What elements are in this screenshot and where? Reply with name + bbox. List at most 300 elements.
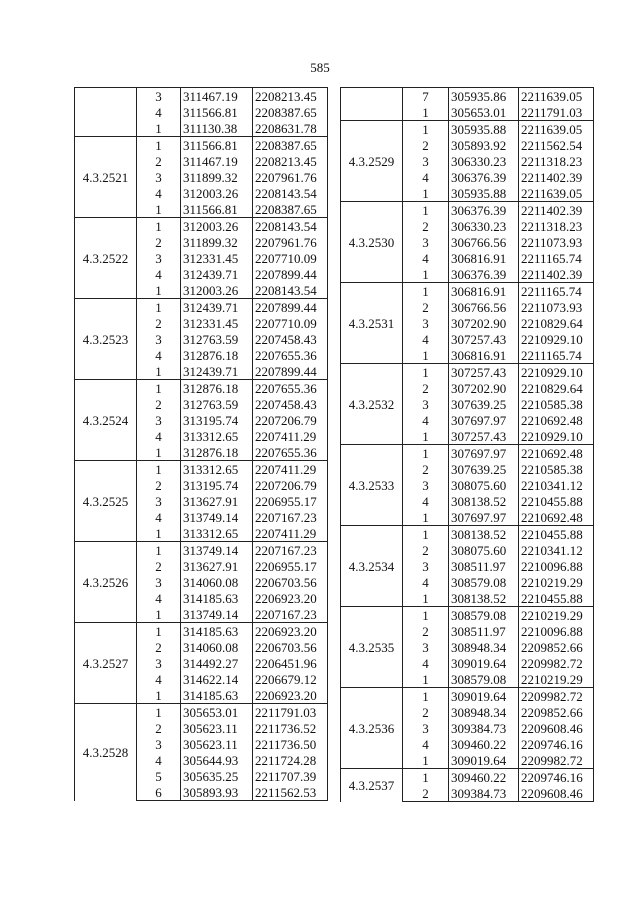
point-number: 4: [403, 574, 449, 590]
point-number: 3: [403, 396, 449, 412]
x-coordinate: 313749.14: [181, 606, 253, 623]
point-number: 1: [403, 445, 449, 462]
x-coordinate: 307639.25: [449, 396, 519, 412]
y-coordinate: 2207655.36: [253, 347, 328, 363]
x-coordinate: 312439.71: [181, 266, 253, 282]
y-coordinate: 2209746.16: [519, 736, 594, 752]
point-number: 1: [137, 120, 181, 137]
point-number: 5: [137, 768, 181, 784]
y-coordinate: 2207411.29: [253, 461, 328, 478]
y-coordinate: 2208387.65: [253, 137, 328, 154]
y-coordinate: 2206451.96: [253, 655, 328, 671]
point-number: 4: [137, 104, 181, 120]
point-number: 3: [137, 331, 181, 347]
point-number: 4: [137, 509, 181, 525]
x-coordinate: 309019.64: [449, 688, 519, 705]
point-number: 4: [137, 266, 181, 282]
point-number: 3: [137, 169, 181, 185]
y-coordinate: 2207167.23: [253, 606, 328, 623]
point-number: 3: [403, 234, 449, 250]
point-number: 2: [137, 396, 181, 412]
y-coordinate: 2207899.44: [253, 266, 328, 282]
plot-id: 4.3.2526: [75, 542, 137, 623]
y-coordinate: 2208387.65: [253, 104, 328, 120]
y-coordinate: 2210829.64: [519, 315, 594, 331]
x-coordinate: 313627.91: [181, 493, 253, 509]
y-coordinate: 2210929.10: [519, 364, 594, 381]
y-coordinate: 2208387.65: [253, 201, 328, 218]
y-coordinate: 2207961.76: [253, 234, 328, 250]
table-row: [75, 88, 328, 105]
y-coordinate: 2209608.46: [519, 785, 594, 802]
x-coordinate: 308948.34: [449, 639, 519, 655]
x-coordinate: 307202.90: [449, 315, 519, 331]
x-coordinate: 307697.97: [449, 445, 519, 462]
point-number: 2: [137, 639, 181, 655]
point-number: 1: [137, 704, 181, 721]
x-coordinate: 305935.88: [449, 185, 519, 202]
y-coordinate: 2207710.09: [253, 250, 328, 266]
y-coordinate: 2211165.74: [519, 347, 594, 364]
y-coordinate: 2211402.39: [519, 169, 594, 185]
point-number: 1: [403, 202, 449, 219]
table-row: [341, 88, 594, 105]
x-coordinate: 313627.91: [181, 558, 253, 574]
x-coordinate: 308511.97: [449, 558, 519, 574]
x-coordinate: 307202.90: [449, 380, 519, 396]
x-coordinate: 312876.18: [181, 380, 253, 397]
x-coordinate: 305893.93: [181, 784, 253, 801]
y-coordinate: 2208143.54: [253, 185, 328, 201]
plot-id: [341, 88, 403, 121]
x-coordinate: 308138.52: [449, 493, 519, 509]
x-coordinate: 308948.34: [449, 704, 519, 720]
y-coordinate: 2206923.20: [253, 590, 328, 606]
y-coordinate: 2206923.20: [253, 687, 328, 704]
point-number: 1: [403, 607, 449, 624]
x-coordinate: 305653.01: [181, 704, 253, 721]
y-coordinate: 2209852.66: [519, 639, 594, 655]
x-coordinate: 311467.19: [181, 153, 253, 169]
x-coordinate: 313195.74: [181, 412, 253, 428]
y-coordinate: 2207899.44: [253, 299, 328, 316]
x-coordinate: 305935.86: [449, 88, 519, 105]
x-coordinate: 311566.81: [181, 104, 253, 120]
y-coordinate: 2211165.74: [519, 283, 594, 300]
y-coordinate: 2210219.29: [519, 574, 594, 590]
point-number: 1: [137, 363, 181, 380]
point-number: 3: [403, 558, 449, 574]
x-coordinate: 307257.43: [449, 364, 519, 381]
x-coordinate: 307697.97: [449, 509, 519, 526]
x-coordinate: 307639.25: [449, 461, 519, 477]
point-number: 2: [403, 137, 449, 153]
x-coordinate: 308511.97: [449, 623, 519, 639]
point-number: 3: [137, 655, 181, 671]
point-number: 7: [403, 88, 449, 105]
point-number: 1: [403, 347, 449, 364]
plot-id: 4.3.2537: [341, 769, 403, 802]
y-coordinate: 2211165.74: [519, 250, 594, 266]
x-coordinate: 308579.08: [449, 574, 519, 590]
point-number: 2: [403, 461, 449, 477]
table-row: [341, 445, 594, 462]
y-coordinate: 2211402.39: [519, 202, 594, 219]
point-number: 1: [137, 542, 181, 559]
y-coordinate: 2210455.88: [519, 526, 594, 543]
y-coordinate: 2210219.29: [519, 607, 594, 624]
point-number: 2: [403, 785, 449, 802]
x-coordinate: 307257.43: [449, 428, 519, 445]
table-row: [75, 623, 328, 640]
point-number: 1: [403, 104, 449, 121]
y-coordinate: 2210341.12: [519, 477, 594, 493]
plot-id: 4.3.2532: [341, 364, 403, 445]
point-number: 1: [403, 185, 449, 202]
y-coordinate: 2209852.66: [519, 704, 594, 720]
x-coordinate: 306330.23: [449, 218, 519, 234]
point-number: 1: [137, 623, 181, 640]
y-coordinate: 2211318.23: [519, 153, 594, 169]
point-number: 1: [403, 769, 449, 786]
point-number: 1: [137, 218, 181, 235]
point-number: 3: [137, 493, 181, 509]
y-coordinate: 2209982.72: [519, 752, 594, 769]
point-number: 3: [137, 250, 181, 266]
point-number: 1: [137, 380, 181, 397]
point-number: 1: [137, 299, 181, 316]
point-number: 1: [403, 266, 449, 283]
table-row: [341, 769, 594, 786]
point-number: 1: [403, 752, 449, 769]
x-coordinate: 312876.18: [181, 444, 253, 461]
x-coordinate: 306816.91: [449, 250, 519, 266]
point-number: 2: [403, 299, 449, 315]
plot-id: 4.3.2527: [75, 623, 137, 704]
y-coordinate: 2211562.54: [519, 137, 594, 153]
point-number: 1: [403, 526, 449, 543]
table-row: [341, 364, 594, 381]
point-number: 3: [403, 639, 449, 655]
point-number: 4: [137, 752, 181, 768]
table-row: [341, 283, 594, 300]
x-coordinate: 312763.59: [181, 396, 253, 412]
coordinates-table-left: [74, 87, 328, 801]
y-coordinate: 2210341.12: [519, 542, 594, 558]
table-row: [341, 688, 594, 705]
y-coordinate: 2207961.76: [253, 169, 328, 185]
y-coordinate: 2211639.05: [519, 121, 594, 138]
y-coordinate: 2210096.88: [519, 558, 594, 574]
y-coordinate: 2210585.38: [519, 396, 594, 412]
x-coordinate: 312003.26: [181, 218, 253, 235]
plot-id: [75, 88, 137, 137]
y-coordinate: 2211791.03: [253, 704, 328, 721]
point-number: 2: [137, 315, 181, 331]
table-row: [75, 704, 328, 721]
y-coordinate: 2209982.72: [519, 688, 594, 705]
x-coordinate: 311566.81: [181, 137, 253, 154]
x-coordinate: 306376.39: [449, 266, 519, 283]
x-coordinate: 308075.60: [449, 477, 519, 493]
point-number: 2: [137, 477, 181, 493]
x-coordinate: 308579.08: [449, 607, 519, 624]
point-number: 3: [403, 477, 449, 493]
y-coordinate: 2206955.17: [253, 558, 328, 574]
y-coordinate: 2207411.29: [253, 525, 328, 542]
plot-id: 4.3.2533: [341, 445, 403, 526]
point-number: 1: [403, 590, 449, 607]
y-coordinate: 2210692.48: [519, 445, 594, 462]
table-row: [75, 218, 328, 235]
x-coordinate: 312439.71: [181, 363, 253, 380]
plot-id: 4.3.2529: [341, 121, 403, 202]
y-coordinate: 2207167.23: [253, 509, 328, 525]
plot-id: 4.3.2528: [75, 704, 137, 801]
x-coordinate: 314060.08: [181, 639, 253, 655]
point-number: 3: [137, 412, 181, 428]
plot-id: 4.3.2524: [75, 380, 137, 461]
y-coordinate: 2207655.36: [253, 444, 328, 461]
y-coordinate: 2207710.09: [253, 315, 328, 331]
table-row: [75, 461, 328, 478]
x-coordinate: 305623.11: [181, 720, 253, 736]
x-coordinate: 312331.45: [181, 250, 253, 266]
point-number: 1: [137, 137, 181, 154]
y-coordinate: 2210692.48: [519, 509, 594, 526]
x-coordinate: 308138.52: [449, 526, 519, 543]
y-coordinate: 2206955.17: [253, 493, 328, 509]
point-number: 4: [403, 169, 449, 185]
x-coordinate: 314060.08: [181, 574, 253, 590]
y-coordinate: 2211724.28: [253, 752, 328, 768]
y-coordinate: 2211562.53: [253, 784, 328, 801]
x-coordinate: 312876.18: [181, 347, 253, 363]
x-coordinate: 305635.25: [181, 768, 253, 784]
y-coordinate: 2211318.23: [519, 218, 594, 234]
table-row: [75, 299, 328, 316]
x-coordinate: 308075.60: [449, 542, 519, 558]
x-coordinate: 314185.63: [181, 687, 253, 704]
y-coordinate: 2211707.39: [253, 768, 328, 784]
point-number: 4: [137, 347, 181, 363]
x-coordinate: 314622.14: [181, 671, 253, 687]
y-coordinate: 2210929.10: [519, 331, 594, 347]
point-number: 1: [403, 509, 449, 526]
x-coordinate: 307697.97: [449, 412, 519, 428]
x-coordinate: 312763.59: [181, 331, 253, 347]
x-coordinate: 309460.22: [449, 769, 519, 786]
y-coordinate: 2211736.50: [253, 736, 328, 752]
x-coordinate: 306816.91: [449, 347, 519, 364]
y-coordinate: 2208631.78: [253, 120, 328, 137]
point-number: 4: [137, 590, 181, 606]
x-coordinate: 312003.26: [181, 185, 253, 201]
x-coordinate: 305893.92: [449, 137, 519, 153]
plot-id: 4.3.2534: [341, 526, 403, 607]
y-coordinate: 2210455.88: [519, 493, 594, 509]
plot-id: 4.3.2531: [341, 283, 403, 364]
point-number: 1: [137, 606, 181, 623]
x-coordinate: 306766.56: [449, 299, 519, 315]
y-coordinate: 2210455.88: [519, 590, 594, 607]
point-number: 1: [403, 121, 449, 138]
point-number: 1: [403, 688, 449, 705]
point-number: 1: [137, 444, 181, 461]
point-number: 1: [137, 461, 181, 478]
y-coordinate: 2211073.93: [519, 234, 594, 250]
y-coordinate: 2211736.52: [253, 720, 328, 736]
y-coordinate: 2211073.93: [519, 299, 594, 315]
x-coordinate: 313749.14: [181, 542, 253, 559]
y-coordinate: 2211639.05: [519, 185, 594, 202]
y-coordinate: 2208213.45: [253, 88, 328, 105]
x-coordinate: 311899.32: [181, 169, 253, 185]
x-coordinate: 312439.71: [181, 299, 253, 316]
x-coordinate: 305935.88: [449, 121, 519, 138]
point-number: 2: [137, 720, 181, 736]
y-coordinate: 2211639.05: [519, 88, 594, 105]
plot-id: 4.3.2536: [341, 688, 403, 769]
y-coordinate: 2211402.39: [519, 266, 594, 283]
point-number: 2: [403, 380, 449, 396]
plot-id: 4.3.2535: [341, 607, 403, 688]
x-coordinate: 311130.38: [181, 120, 253, 137]
point-number: 4: [403, 655, 449, 671]
x-coordinate: 308579.08: [449, 671, 519, 688]
x-coordinate: 309019.64: [449, 752, 519, 769]
y-coordinate: 2209608.46: [519, 720, 594, 736]
y-coordinate: 2208213.45: [253, 153, 328, 169]
y-coordinate: 2206703.56: [253, 574, 328, 590]
plot-id: 4.3.2530: [341, 202, 403, 283]
x-coordinate: 311899.32: [181, 234, 253, 250]
point-number: 3: [403, 315, 449, 331]
page-number: 585: [310, 60, 330, 75]
x-coordinate: 314185.63: [181, 623, 253, 640]
point-number: 2: [137, 234, 181, 250]
x-coordinate: 313312.65: [181, 461, 253, 478]
plot-id: 4.3.2523: [75, 299, 137, 380]
y-coordinate: 2210692.48: [519, 412, 594, 428]
y-coordinate: 2206923.20: [253, 623, 328, 640]
x-coordinate: 306376.39: [449, 202, 519, 219]
y-coordinate: 2209746.16: [519, 769, 594, 786]
x-coordinate: 313749.14: [181, 509, 253, 525]
point-number: 3: [137, 574, 181, 590]
x-coordinate: 305623.11: [181, 736, 253, 752]
x-coordinate: 312003.26: [181, 282, 253, 299]
x-coordinate: 311467.19: [181, 88, 253, 105]
x-coordinate: 311566.81: [181, 201, 253, 218]
x-coordinate: 313312.65: [181, 525, 253, 542]
point-number: 2: [403, 218, 449, 234]
point-number: 3: [137, 88, 181, 105]
y-coordinate: 2208143.54: [253, 282, 328, 299]
point-number: 1: [403, 671, 449, 688]
x-coordinate: 306330.23: [449, 153, 519, 169]
point-number: 4: [403, 736, 449, 752]
x-coordinate: 306766.56: [449, 234, 519, 250]
x-coordinate: 309460.22: [449, 736, 519, 752]
point-number: 1: [403, 283, 449, 300]
x-coordinate: 306376.39: [449, 169, 519, 185]
y-coordinate: 2207899.44: [253, 363, 328, 380]
y-coordinate: 2207411.29: [253, 428, 328, 444]
point-number: 1: [137, 282, 181, 299]
x-coordinate: 307257.43: [449, 331, 519, 347]
point-number: 4: [137, 185, 181, 201]
point-number: 2: [403, 542, 449, 558]
y-coordinate: 2209982.72: [519, 655, 594, 671]
coordinates-table-right: [340, 87, 594, 802]
table-row: [75, 542, 328, 559]
x-coordinate: 306816.91: [449, 283, 519, 300]
point-number: 2: [137, 153, 181, 169]
table-row: [75, 380, 328, 397]
point-number: 3: [403, 720, 449, 736]
point-number: 2: [403, 623, 449, 639]
point-number: 1: [137, 525, 181, 542]
y-coordinate: 2211791.03: [519, 104, 594, 121]
y-coordinate: 2210829.64: [519, 380, 594, 396]
x-coordinate: 312331.45: [181, 315, 253, 331]
y-coordinate: 2207206.79: [253, 477, 328, 493]
y-coordinate: 2210096.88: [519, 623, 594, 639]
x-coordinate: 314185.63: [181, 590, 253, 606]
x-coordinate: 314492.27: [181, 655, 253, 671]
point-number: 1: [403, 428, 449, 445]
y-coordinate: 2207206.79: [253, 412, 328, 428]
x-coordinate: 309384.73: [449, 785, 519, 802]
point-number: 1: [403, 364, 449, 381]
x-coordinate: 313312.65: [181, 428, 253, 444]
point-number: 4: [403, 250, 449, 266]
x-coordinate: 308138.52: [449, 590, 519, 607]
point-number: 4: [137, 671, 181, 687]
point-number: 1: [137, 687, 181, 704]
point-number: 4: [403, 493, 449, 509]
plot-id: 4.3.2522: [75, 218, 137, 299]
point-number: 6: [137, 784, 181, 801]
point-number: 3: [137, 736, 181, 752]
point-number: 4: [403, 412, 449, 428]
point-number: 3: [403, 153, 449, 169]
x-coordinate: 305653.01: [449, 104, 519, 121]
y-coordinate: 2206703.56: [253, 639, 328, 655]
table-row: [341, 121, 594, 138]
table-row: [341, 202, 594, 219]
y-coordinate: 2210929.10: [519, 428, 594, 445]
x-coordinate: 305644.93: [181, 752, 253, 768]
point-number: 2: [403, 704, 449, 720]
y-coordinate: 2210585.38: [519, 461, 594, 477]
x-coordinate: 309019.64: [449, 655, 519, 671]
y-coordinate: 2210219.29: [519, 671, 594, 688]
table-row: [75, 137, 328, 154]
point-number: 1: [137, 201, 181, 218]
x-coordinate: 309384.73: [449, 720, 519, 736]
y-coordinate: 2206679.12: [253, 671, 328, 687]
y-coordinate: 2208143.54: [253, 218, 328, 235]
x-coordinate: 313195.74: [181, 477, 253, 493]
table-row: [341, 607, 594, 624]
point-number: 4: [403, 331, 449, 347]
plot-id: 4.3.2525: [75, 461, 137, 542]
point-number: 4: [137, 428, 181, 444]
y-coordinate: 2207458.43: [253, 396, 328, 412]
y-coordinate: 2207655.36: [253, 380, 328, 397]
